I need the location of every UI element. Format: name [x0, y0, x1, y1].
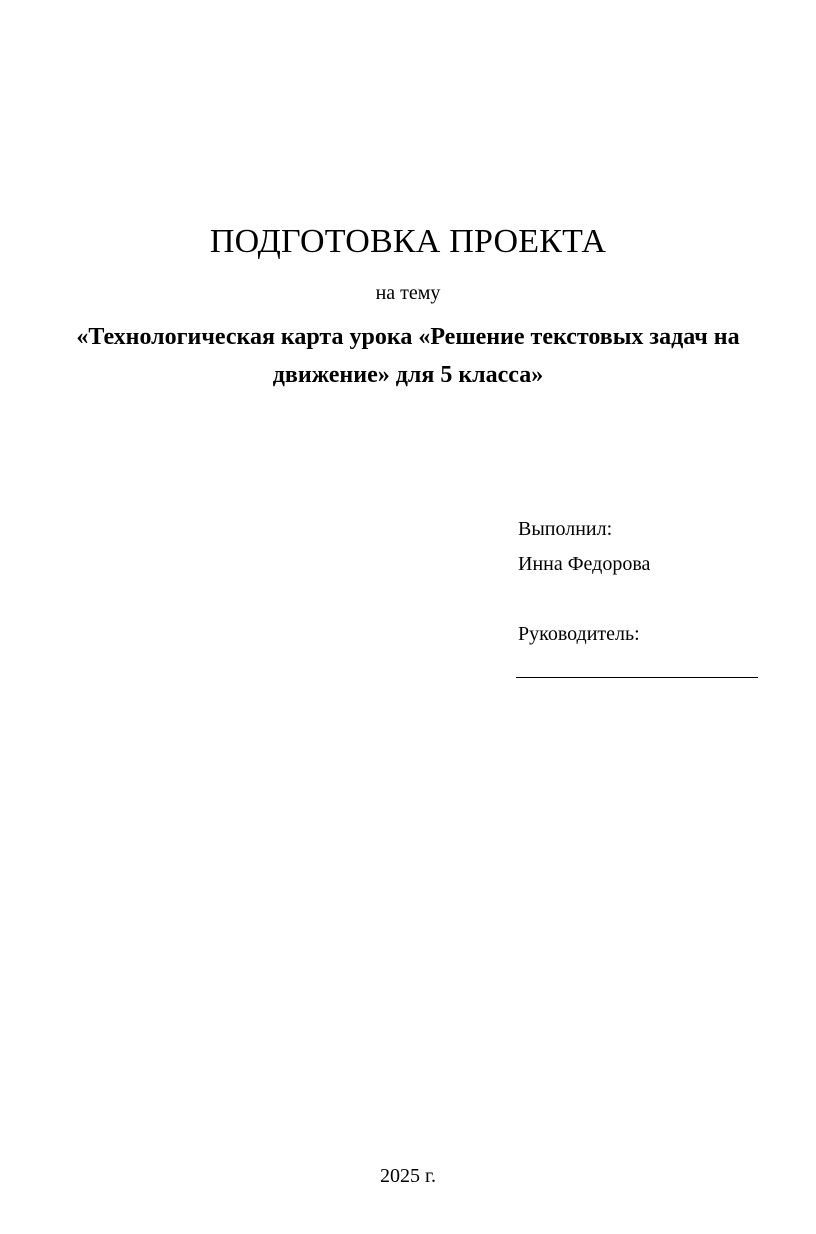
document-title: ПОДГОТОВКА ПРОЕКТА [209, 223, 607, 260]
supervisor-signature-line [516, 677, 758, 678]
project-topic [0, 318, 816, 394]
document-year: 2025 г. [380, 1165, 436, 1187]
project-topic-line: движение» для 5 класса» [272, 362, 544, 388]
document-subtitle: на тему [375, 282, 441, 304]
project-topic-line: «Технологическая карта урока «Решение текстовых задач на [76, 324, 740, 350]
author-name: Инна Федорова [518, 553, 651, 575]
supervisor-label: Руководитель: [518, 623, 640, 645]
author-label: Выполнил: [518, 518, 613, 540]
